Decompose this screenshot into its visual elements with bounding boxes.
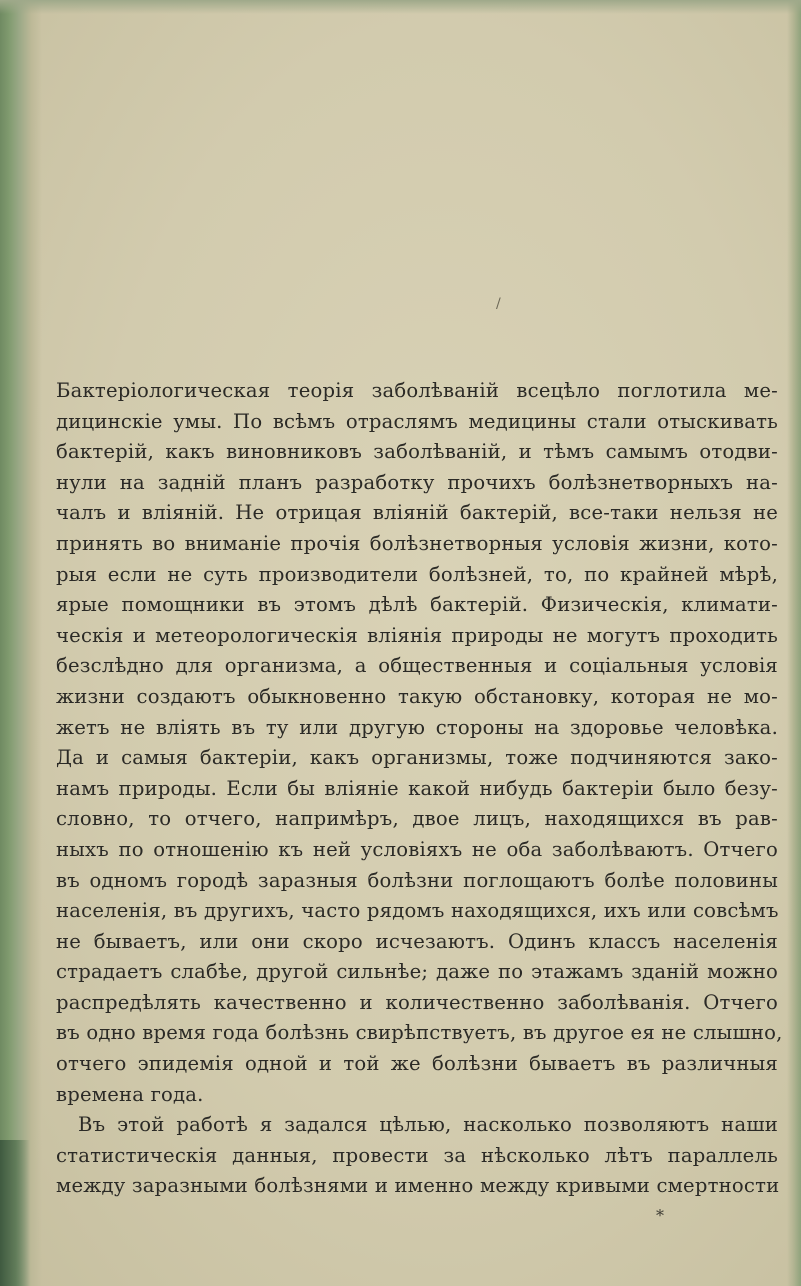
text-line: ярые помощники въ этомъ дѣлѣ бактерій. Физическія, климати- [56,593,778,617]
text-line: принять во вниманіе прочія болѣзнетворныя условія жизни, кото- [56,531,778,555]
text-line: ныхъ по отношенію къ ней условіяхъ не оба заболѣваютъ. Отчего [56,837,778,861]
text-line: Въ этой работѣ я задался цѣлью, насколько позволяютъ наши [78,1113,778,1137]
margin-mark: / [496,296,501,312]
text-line: распредѣлять качественно и количественно заболѣванія. Отчего [56,990,778,1014]
text-line: страдаетъ слабѣе, другой сильнѣе; даже по этажамъ зданій можно [56,960,778,984]
text-line: безслѣдно для организма, а общественныя и соціальныя условія [56,654,778,678]
text-line: статистическія данныя, провести за нѣсколько лѣтъ параллель [56,1143,778,1167]
text-line: въ одномъ городѣ заразныя болѣзни поглощаютъ болѣе половины [56,868,778,892]
binding-dark-corner [0,1140,30,1286]
text-line: чалъ и вліяній. Не отрицая вліяній бактерій, все-таки нельзя не [56,501,778,525]
text-line: Бактеріологическая теорія заболѣваній всецѣло поглотила ме- [56,379,778,402]
book-binding-shadow [0,0,42,1286]
text-line: жетъ не вліять въ ту или другую стороны на здоровье человѣка. [56,715,778,739]
text-line: отчего эпидемія одной и той же болѣзни бываетъ въ различныя [56,1052,778,1076]
footnote-mark: * [656,1206,664,1225]
page-top-edge [0,0,801,14]
page-right-edge [787,0,801,1286]
text-line: населенія, въ другихъ, часто рядомъ находящихся, ихъ или совсѣмъ [56,899,779,923]
text-line: словно, то отчего, напримѣръ, двое лицъ, находящихся въ рав- [56,807,778,831]
text-line: ческія и метеорологическія вліянія природы не могутъ проходить [56,623,778,647]
text-line: бактерій, какъ виновниковъ заболѣваній, и тѣмъ самымъ отодви- [56,440,778,464]
text-line: времена года. [56,1082,204,1106]
text-line: дицинскіе умы. По всѣмъ отраслямъ медицины стали отыскивать [56,409,778,433]
text-line: намъ природы. Если бы вліяніе какой нибудь бактеріи было безу- [56,776,778,800]
text-line: Да и самыя бактеріи, какъ организмы, тоже подчиняются зако- [56,746,778,770]
text-line: между заразными болѣзнями и именно между кривыми смертности [56,1174,780,1198]
text-line: въ одно время года болѣзнь свирѣпствуетъ, въ другое ея не слышно, [56,1021,783,1045]
text-line: нули на задній планъ разработку прочихъ болѣзнетворныхъ на- [56,470,778,494]
text-line: рыя если не суть производители болѣзней, то, по крайней мѣрѣ, [56,562,778,586]
text-line: жизни создаютъ обыкновенно такую обстановку, которая не мо- [56,684,778,708]
text-line: не бываетъ, или они скоро исчезаютъ. Одинъ классъ населенія [56,929,778,953]
body-text [56,376,783,1202]
